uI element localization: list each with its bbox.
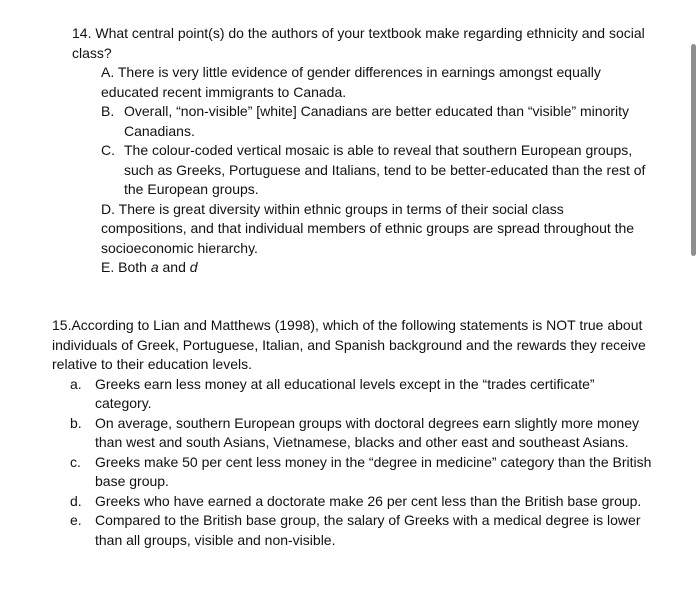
question-14-stem: 14. What central point(s) do the authors of your textbook make regarding ethnicity and social class?	[72, 25, 645, 61]
option-italic-a: a	[150, 259, 159, 275]
option-label: B.	[101, 103, 115, 119]
question-14-options	[72, 63, 652, 278]
option-text: Greeks who have earned a doctorate make 26 per cent less than the British base group.	[95, 492, 642, 509]
option-text: There is great diversity within ethnic groups in terms of their social class compositions, and that individual members of ethnic groups are spread throughout the socioeconomic hierarchy.	[101, 200, 635, 256]
option-text: Greeks earn less money at all educational levels except in the “trades certificate” category.	[95, 375, 595, 411]
option-14-b	[72, 102, 652, 141]
option-italic-d: d	[189, 259, 198, 275]
option-text: Compared to the British base group, the salary of Greeks with a medical degree is lower than all groups, visible and non-visible.	[95, 512, 641, 548]
option-label: b.	[70, 414, 82, 431]
question-15-stem: 15.According to Lian and Matthews (1998), which of the following statements is NOT true about individuals of Greek, Portuguese, Italian, and Spanish background and the rewards they receive relative to their education levels.	[52, 317, 646, 372]
question-15	[52, 316, 652, 550]
option-text-prefix: Both	[118, 259, 151, 275]
option-label: d.	[70, 492, 82, 509]
option-15-b	[52, 414, 652, 453]
option-label: D.	[101, 200, 115, 217]
option-label: C.	[101, 142, 115, 158]
option-label: a.	[70, 375, 82, 392]
option-text: On average, southern European groups with doctoral degrees earn slightly more money than west and south Asians, Vietnamese, blacks and other east and southeast Asians.	[95, 414, 639, 450]
vertical-scrollbar[interactable]	[691, 44, 696, 256]
option-14-a	[72, 63, 652, 102]
option-15-d	[52, 492, 652, 512]
question-15-options	[52, 375, 652, 551]
option-text: Greeks make 50 per cent less money in the “degree in medicine” category than the British base group.	[95, 453, 652, 489]
option-text: The colour-coded vertical mosaic is able to reveal that southern European groups, such as Greeks, Portuguese and Italians, tend to be better-educated than the rest of the European groups.	[124, 142, 646, 197]
question-14	[72, 24, 652, 278]
option-14-c	[72, 141, 652, 200]
option-text-mid: and	[158, 259, 190, 275]
option-14-e	[72, 258, 652, 278]
option-label: E.	[101, 259, 115, 275]
option-15-e	[52, 511, 652, 550]
option-14-d	[72, 200, 652, 259]
option-text: Overall, “non-visible” [white] Canadians are better educated than “visible” minority Canadians.	[124, 103, 630, 139]
option-label: e.	[70, 512, 82, 528]
option-15-a	[52, 375, 652, 414]
option-15-c	[52, 453, 652, 492]
option-label: c.	[70, 453, 81, 470]
option-label: A.	[101, 64, 115, 80]
option-text: There is very little evidence of gender differences in earnings amongst equally educated recent immigrants to Canada.	[101, 64, 601, 100]
